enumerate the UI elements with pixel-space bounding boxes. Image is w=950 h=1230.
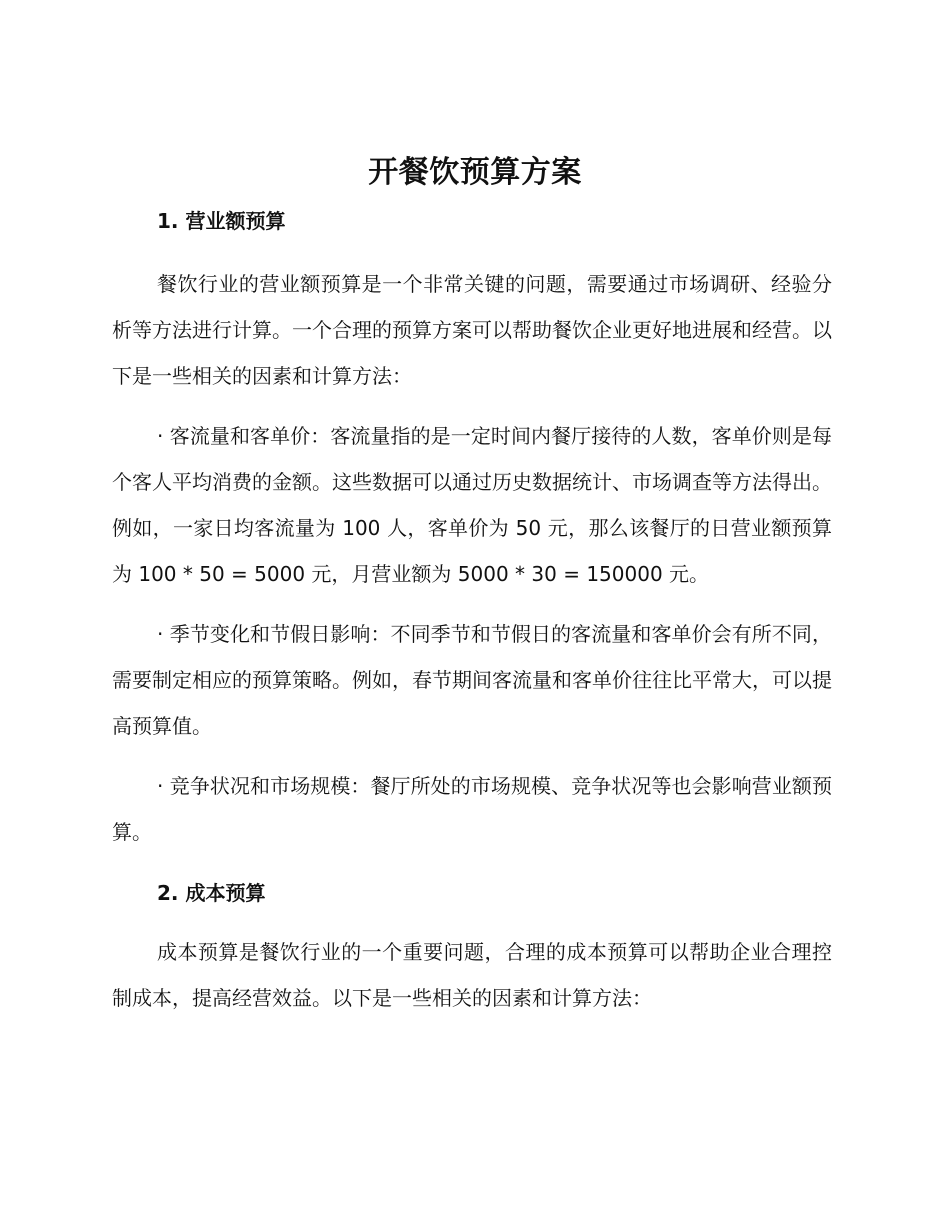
bullet-seasonal-impact: · 季节变化和节假日影响：不同季节和节假日的客流量和客单价会有所不同，需要制定相应的预算策略。例如，春节期间客流量和客单价往往比平常大，可以提高预算值。: [112, 622, 832, 738]
document-title: 开餐饮预算方案: [368, 155, 582, 190]
section-heading-revenue: 1. 营业额预算: [157, 209, 286, 233]
bullet-competition: · 竞争状况和市场规模：餐厅所处的市场规模、竞争状况等也会影响营业额预算。: [112, 774, 832, 844]
bullet-customer-flow: · 客流量和客单价：客流量指的是一定时间内餐厅接待的人数，客单价则是每个客人平均消费的金额。这些数据可以通过历史数据统计、市场调查等方法得出。例如，一家日均客流量为 100 人，客单价为 50 元，那么该餐厅的日营业额预算为 100 * 50 = 5000 元，月营业额为 5000 * 30 = 150000 元。: [112, 424, 832, 586]
paragraph-revenue-intro: 餐饮行业的营业额预算是一个非常关键的问题，需要通过市场调研、经验分析等方法进行计算。一个合理的预算方案可以帮助餐饮企业更好地进展和经营。以下是一些相关的因素和计算方法：: [112, 272, 832, 388]
paragraph-cost-intro: 成本预算是餐饮行业的一个重要问题，合理的成本预算可以帮助企业合理控制成本，提高经营效益。以下是一些相关的因素和计算方法：: [112, 940, 832, 1010]
document-body: [112, 203, 832, 1021]
section-heading-cost: 2. 成本预算: [157, 881, 266, 905]
